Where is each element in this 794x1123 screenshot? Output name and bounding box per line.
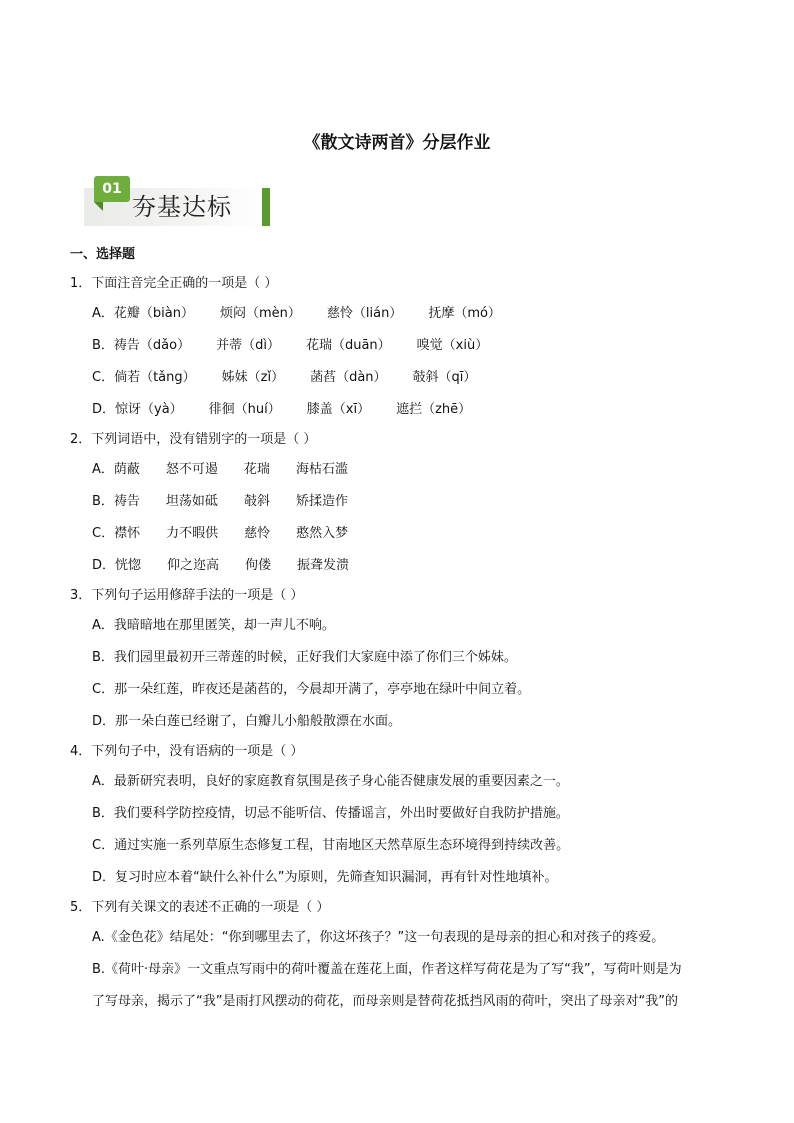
banner-label: 夯基达标	[132, 193, 232, 221]
option-c[interactable]	[70, 362, 740, 394]
option-part: 矫揉造作	[295, 494, 348, 509]
option-part: B．祷告	[92, 494, 140, 509]
option-part: 抚摩（mó）	[428, 306, 501, 321]
option-a[interactable]	[70, 298, 740, 330]
option-part: 攲斜	[243, 494, 270, 509]
option-b[interactable]: B．我们要科学防控疫情，切忌不能听信、传播谣言，外出时要做好自我防护措施。	[92, 806, 569, 821]
option-c[interactable]: C．通过实施一系列草原生态修复工程，甘南地区天然草原生态环境得到持续改善。	[92, 838, 570, 853]
question-2	[70, 426, 740, 582]
option-d[interactable]	[70, 550, 740, 582]
option-part: 菡萏（dàn）	[310, 370, 387, 385]
option-part: 膝盖（xī）	[306, 402, 371, 417]
section-banner	[84, 176, 274, 228]
banner-tag-tail	[94, 202, 103, 211]
option-part: C．倘若（tǎng）	[92, 370, 196, 385]
option-part: 海枯石滥	[295, 462, 348, 477]
option-part: 烦闷（mèn）	[219, 306, 301, 321]
option-d[interactable]	[70, 394, 740, 426]
option-part: 力不暇供	[166, 526, 219, 541]
option-a[interactable]: A．我暗暗地在那里匿笑，却一声儿不响。	[92, 618, 335, 633]
question-1	[70, 270, 740, 426]
option-b[interactable]	[70, 486, 740, 518]
question-5	[70, 894, 740, 1018]
question-stem: 4．下列句子中，没有语病的一项是（ ）	[70, 744, 304, 759]
option-part: 徘徊（huí）	[208, 402, 281, 417]
question-stem: 1．下面注音完全正确的一项是（ ）	[70, 276, 278, 291]
option-part: 佝偻	[245, 558, 272, 573]
option-part: 花瑞（duān）	[305, 338, 391, 353]
option-part: A．荫蔽	[92, 462, 140, 477]
option-c[interactable]	[70, 518, 740, 550]
option-c[interactable]: C．那一朵红莲，昨夜还是菡萏的，今晨却开满了，亭亭地在绿叶中间立着。	[92, 682, 531, 697]
option-b[interactable]	[70, 330, 740, 362]
option-part: 遮拦（zhē）	[396, 402, 472, 417]
question-4	[70, 738, 740, 894]
option-d[interactable]: D．复习时应本着“缺什么补什么”为原则，先筛查知识漏洞，再有针对性地填补。	[92, 870, 558, 885]
option-part: C．襟怀	[92, 526, 141, 541]
option-part: D．惊讶（yà）	[92, 402, 183, 417]
option-part: 怒不可遏	[165, 462, 218, 477]
option-b[interactable]: B．我们园里最初开三蒂莲的时候，正好我们大家庭中添了你们三个姊妹。	[92, 650, 517, 665]
option-part: A．花瓣（biàn）	[92, 306, 194, 321]
option-part: 姊妹（zǐ）	[221, 370, 285, 385]
option-part: 并蒂（dì）	[216, 338, 280, 353]
option-d[interactable]: D．那一朵白莲已经谢了，白瓣儿小船般散漂在水面。	[92, 714, 402, 729]
option-part: 花瑞	[243, 462, 270, 477]
option-part: 慈怜（lián）	[326, 306, 403, 321]
option-a[interactable]: A.《金色花》结尾处：“你到哪里去了，你这坏孩子？”这一句表现的是母亲的担心和对孩子的疼爱。	[92, 930, 665, 945]
option-part: D．恍惚	[92, 558, 142, 573]
banner-accent-bar	[262, 188, 270, 226]
section-heading: 一、选择题	[70, 247, 136, 262]
question-list	[70, 244, 740, 1018]
option-part: 坦荡如砥	[165, 494, 218, 509]
option-b[interactable]: B.《荷叶·母亲》一文重点写雨中的荷叶覆盖在莲花上面，作者这样写荷花是为了写“我”，写荷叶则是为	[92, 962, 682, 977]
option-a[interactable]: A．最新研究表明，良好的家庭教育氛围是孩子身心能否健康发展的重要因素之一。	[92, 774, 569, 789]
option-part: 嗅觉（xiù）	[416, 338, 489, 353]
question-3	[70, 582, 740, 738]
page-title: 《散文诗两首》分层作业	[303, 133, 491, 153]
question-stem: 2．下列词语中，没有错别字的一项是（ ）	[70, 432, 317, 447]
option-part: B．祷告（dǎo）	[92, 338, 191, 353]
option-a[interactable]	[70, 454, 740, 486]
option-part: 慈怜	[244, 526, 271, 541]
banner-number-tag: 01	[94, 176, 130, 202]
option-part: 攲斜（qī）	[412, 370, 477, 385]
option-b-continued: 了写母亲，揭示了“我”是雨打风摆动的荷花，而母亲则是替荷花抵挡风雨的荷叶，突出了母亲对“我”的	[92, 994, 678, 1009]
option-part: 振聋发溃	[297, 558, 350, 573]
option-part: 憨然入梦	[296, 526, 349, 541]
option-part: 仰之迩高	[167, 558, 220, 573]
question-stem: 3．下列句子运用修辞手法的一项是（ ）	[70, 588, 304, 603]
question-stem: 5．下列有关课文的表述不正确的一项是（ ）	[70, 900, 330, 915]
